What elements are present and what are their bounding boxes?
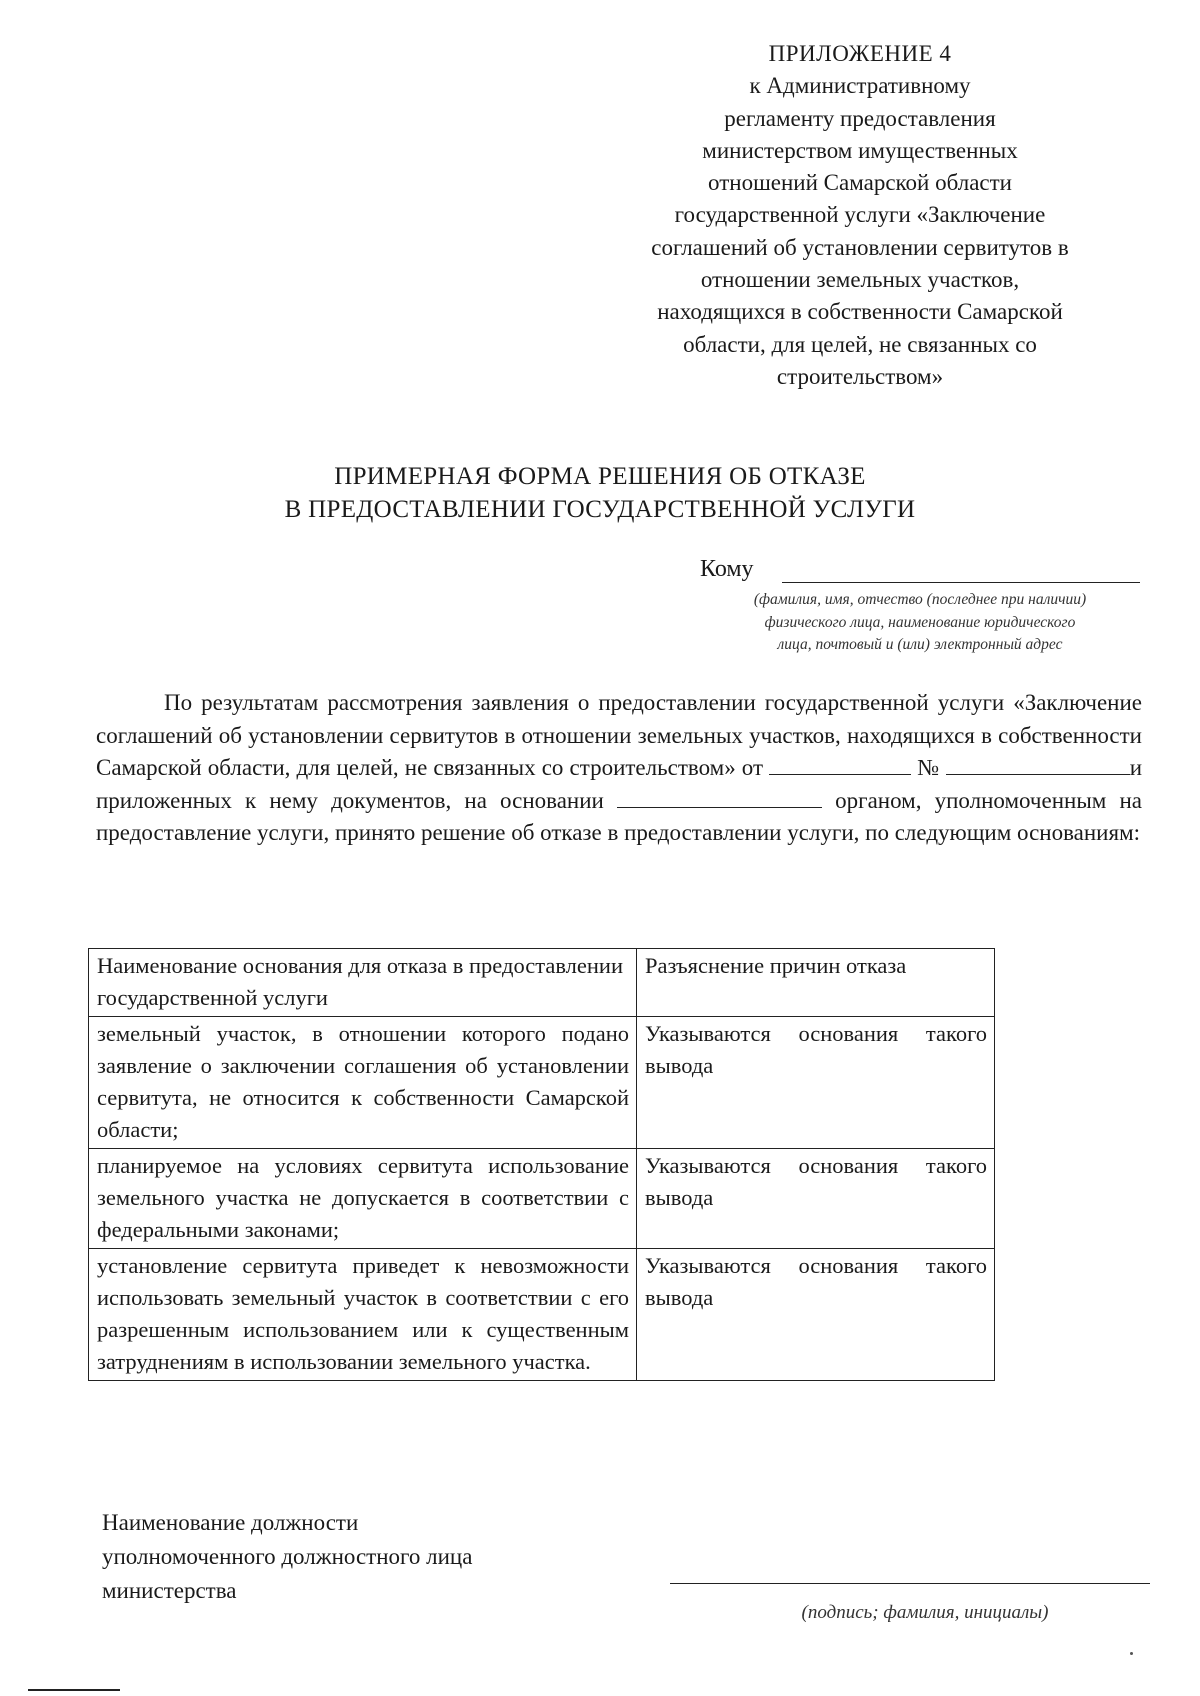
paragraph-text-part3: органом, уполномоченным на предоставление услуги, принято решение об отказе в предоставлении услуги, по следующим основаниям: (96, 787, 1142, 846)
table-row (89, 1017, 995, 1149)
appendix-line: строительством» (776, 363, 944, 389)
reason-cell: установление сервитута приведет к невозможности использовать земельный участок в соответствии с его разрешенным использованием или к существенным затруднениям в использовании земельного участка. (89, 1249, 637, 1381)
appendix-line: регламенту предоставления (724, 105, 996, 131)
form-title (0, 460, 1200, 526)
recipient-hint-line: лица, почтовый и (или) электронный адрес (777, 636, 1063, 653)
appendix-line: государственной услуги «Заключение (674, 202, 1046, 228)
table-header-row (89, 949, 995, 1017)
signature-hint: (подпись; фамилия, инициалы) (801, 1602, 1049, 1623)
appendix-line: министерством имущественных (702, 137, 1018, 163)
paragraph-text-part2: и приложенных к нему документов, на основании (96, 755, 1142, 813)
official-position (102, 1506, 602, 1608)
basis-blank (617, 789, 822, 808)
table-row (89, 1249, 995, 1381)
appendix-line: находящихся в собственности Самарской (657, 299, 1063, 325)
header-reason: Наименование основания для отказа в предоставлении государственной услуги (89, 949, 637, 1017)
recipient-hint (690, 589, 1150, 657)
appendix-header (560, 38, 1160, 393)
appendix-line: отношении земельных участков, (700, 267, 1020, 293)
recipient-blank-line (782, 582, 1140, 583)
position-line: министерства (102, 1578, 237, 1603)
explanation-cell: Указываются основания такого вывода (637, 1249, 995, 1381)
position-line: уполномоченного должностного лица (102, 1544, 473, 1569)
recipient-label: Кому (700, 556, 754, 582)
reason-cell: планируемое на условиях сервитута использование земельного участка не допускается в соответствии с федеральными законами; (89, 1149, 637, 1249)
number-blank (946, 756, 1130, 775)
decision-paragraph (96, 687, 1142, 850)
refusal-reasons-table (88, 948, 995, 1381)
appendix-line: к Административному (749, 73, 971, 99)
header-explanation: Разъяснение причин отказа (637, 949, 995, 1017)
form-title-line: ПРИМЕРНАЯ ФОРМА РЕШЕНИЯ ОБ ОТКАЗЕ (334, 463, 866, 490)
appendix-line: отношений Самарской области (708, 170, 1012, 196)
appendix-line: соглашений об установлении сервитутов в (651, 234, 1069, 260)
recipient-field (700, 554, 1140, 588)
number-sign: № (917, 755, 940, 781)
recipient-hint-line: физического лица, наименование юридического (764, 613, 1076, 631)
scan-speck (1130, 1652, 1133, 1655)
paragraph-text-part1: По результатам рассмотрения заявления о предоставлении государственной услуги «Заключение соглашений об установлении сервитутов в отношении земельных участков, находящихся в собственности Самарской области, для целей, не связанных со строительством» от (96, 690, 1142, 781)
date-blank (769, 756, 911, 775)
explanation-cell: Указываются основания такого вывода (637, 1017, 995, 1149)
position-line: Наименование должности (102, 1510, 359, 1535)
appendix-title: ПРИЛОЖЕНИЕ 4 (768, 41, 952, 66)
signature-blank-line (670, 1583, 1150, 1584)
recipient-hint-line: (фамилия, имя, отчество (последнее при наличии) (753, 591, 1087, 608)
form-title-line: В ПРЕДОСТАВЛЕНИИ ГОСУДАРСТВЕННОЙ УСЛУГИ (284, 496, 916, 523)
explanation-cell: Указываются основания такого вывода (637, 1149, 995, 1249)
reason-cell: земельный участок, в отношении которого подано заявление о заключении соглашения об установлении сервитута, не относится к собственности Самарской области; (89, 1017, 637, 1149)
appendix-line: области, для целей, не связанных со (683, 331, 1037, 357)
footnote-divider (28, 1689, 120, 1691)
table-row (89, 1149, 995, 1249)
